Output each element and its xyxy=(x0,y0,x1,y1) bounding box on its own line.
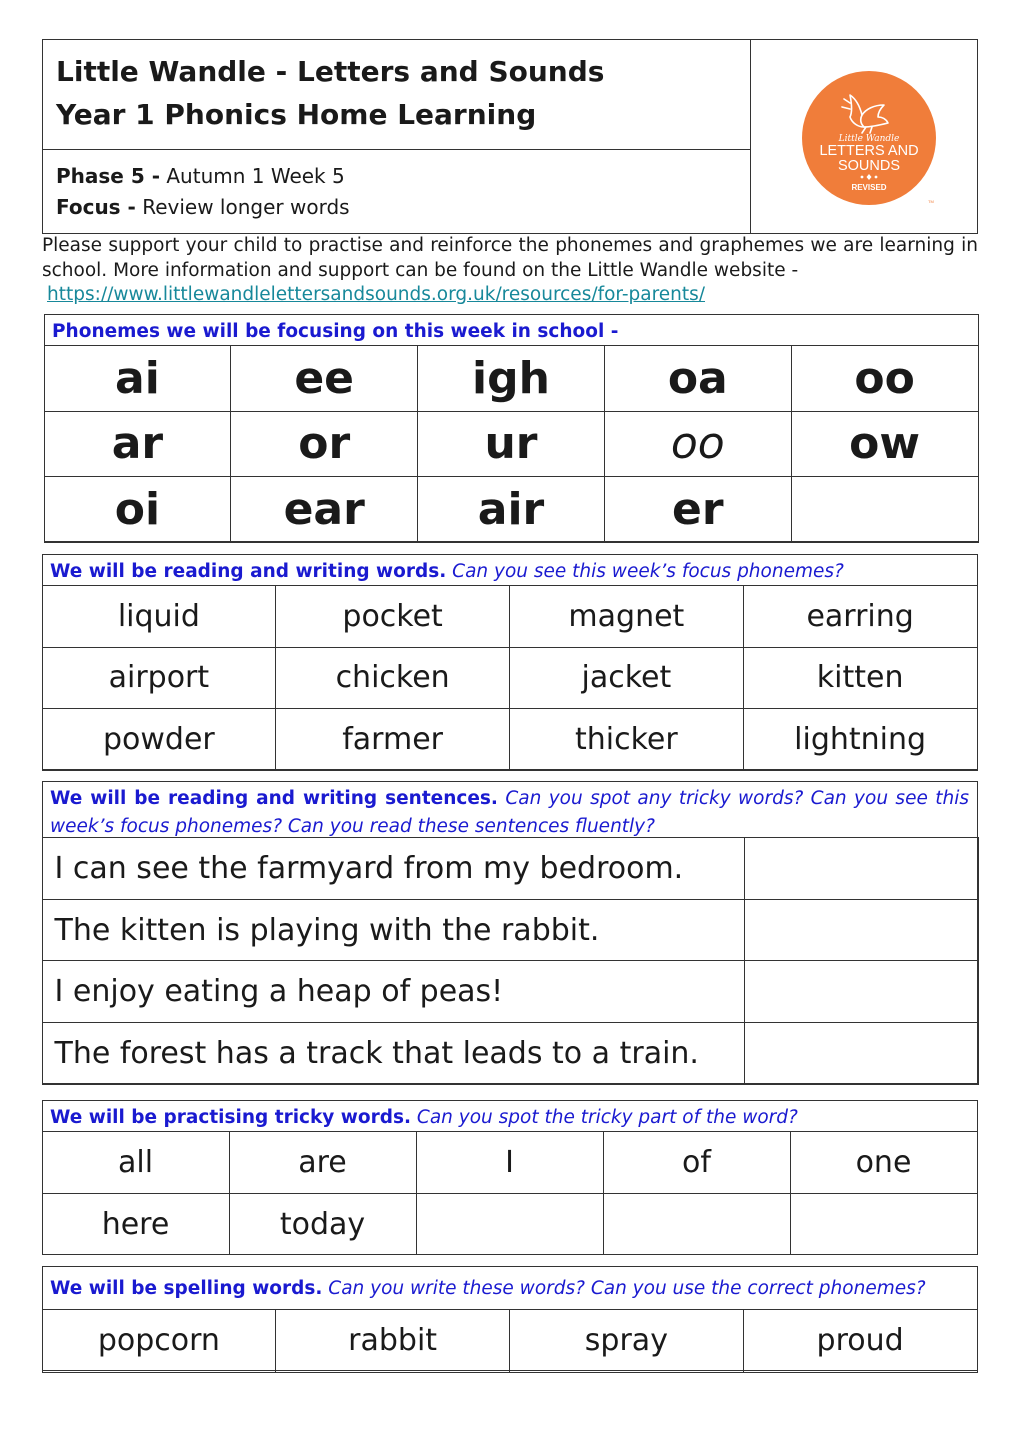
table-row xyxy=(44,411,978,477)
tricky-word-cell: of xyxy=(603,1132,790,1194)
intro-text: Please support your child to practise and reinforce the phonemes and graphemes we are learning in school. More information and support can be found on the Little Wandle website - xyxy=(42,235,978,281)
word-cell: thicker xyxy=(510,709,744,771)
phoneme-cell: ear xyxy=(231,477,418,543)
header-box xyxy=(42,39,978,234)
spelling-table xyxy=(42,1309,978,1373)
phonemes-heading xyxy=(45,315,978,346)
phoneme-cell: ar xyxy=(44,411,231,477)
table-row xyxy=(42,647,977,709)
words-heading-italic: Can you see this week’s focus phonemes? xyxy=(452,561,844,582)
spelling-word-cell: popcorn xyxy=(42,1310,276,1373)
word-cell: liquid xyxy=(42,586,276,648)
logo-text-letters-and: LETTERS AND xyxy=(819,143,919,159)
focus-value: Review longer words xyxy=(142,195,350,219)
tricky-words-heading xyxy=(43,1101,977,1132)
phoneme-cell: oa xyxy=(604,346,791,412)
sentence-cell: I can see the farmyard from my bedroom. xyxy=(42,838,744,900)
phoneme-cell-short-oo: oo xyxy=(604,411,791,477)
logo-trademark: TM xyxy=(928,199,934,204)
word-cell: airport xyxy=(42,647,276,709)
tricky-word-cell-empty xyxy=(603,1193,790,1255)
words-heading xyxy=(43,555,977,586)
header-text-panel xyxy=(43,40,751,233)
tricky-words-section xyxy=(42,1100,978,1255)
tricky-words-table xyxy=(42,1131,978,1255)
tricky-word-cell: here xyxy=(42,1193,229,1255)
tricky-heading-bold: We will be practising tricky words. xyxy=(50,1107,412,1128)
tricky-word-cell: are xyxy=(229,1132,416,1194)
intro-paragraph xyxy=(42,234,978,308)
tricky-word-cell-empty xyxy=(416,1193,603,1255)
logo-text-revised: REVISED xyxy=(851,183,887,192)
title-area xyxy=(43,40,750,150)
words-heading-bold: We will be reading and writing words. xyxy=(50,561,447,582)
words-section xyxy=(42,554,978,770)
words-table xyxy=(42,585,978,771)
sentence-cell: The forest has a track that leads to a train. xyxy=(42,1023,744,1085)
word-cell: chicken xyxy=(276,647,510,709)
table-row xyxy=(42,838,978,900)
word-cell: powder xyxy=(42,709,276,771)
word-cell: farmer xyxy=(276,709,510,771)
sentences-heading-bold: We will be reading and writing sentences. xyxy=(50,788,498,809)
title-line-2: Year 1 Phonics Home Learning xyxy=(56,98,537,131)
parents-resources-link[interactable]: https://www.littlewandlelettersandsounds.org.uk/resources/for-parents/ xyxy=(47,284,706,305)
logo-text-little-wandle: Little Wandle xyxy=(838,134,900,144)
sentences-heading-italic: Can you spot any tricky words? Can you see this week’s focus phonemes? Can you read these sentences fluently? xyxy=(50,788,969,837)
tricky-heading-italic: Can you spot the tricky part of the word? xyxy=(416,1107,798,1128)
tricky-word-cell: one xyxy=(790,1132,977,1194)
phoneme-cell: or xyxy=(231,411,418,477)
phoneme-cell: er xyxy=(604,477,791,543)
spelling-word-cell: spray xyxy=(510,1310,744,1373)
sentence-cell: I enjoy eating a heap of peas! xyxy=(42,961,744,1023)
word-cell: kitten xyxy=(743,647,977,709)
phase-label: Phase 5 - xyxy=(56,164,161,188)
spelling-heading-bold: We will be spelling words. xyxy=(50,1278,323,1299)
title-line-1: Little Wandle - Letters and Sounds xyxy=(56,55,605,88)
logo-text-sounds: SOUNDS xyxy=(837,158,901,174)
sentence-check-cell xyxy=(744,961,978,1023)
table-row xyxy=(42,1132,977,1194)
tricky-word-cell-empty xyxy=(790,1193,977,1255)
spelling-word-cell: rabbit xyxy=(276,1310,510,1373)
sentence-check-cell xyxy=(744,899,978,961)
word-cell: pocket xyxy=(276,586,510,648)
tricky-word-cell: I xyxy=(416,1132,603,1194)
phonemes-table xyxy=(44,345,979,543)
tricky-word-cell: today xyxy=(229,1193,416,1255)
phoneme-cell: ow xyxy=(791,411,978,477)
phase-value: Autumn 1 Week 5 xyxy=(166,164,345,188)
phoneme-cell: ai xyxy=(44,346,231,412)
word-cell: jacket xyxy=(510,647,744,709)
little-wandle-logo xyxy=(800,69,938,207)
sentences-heading xyxy=(43,782,977,838)
phoneme-cell: air xyxy=(418,477,605,543)
spelling-heading-italic: Can you write these words? Can you use the correct phonemes? xyxy=(328,1278,926,1299)
sentences-section xyxy=(42,781,978,1084)
spelling-word-cell: proud xyxy=(743,1310,977,1373)
sentence-check-cell xyxy=(744,838,978,900)
table-row xyxy=(42,586,977,648)
tricky-word-cell: all xyxy=(42,1132,229,1194)
phoneme-cell: igh xyxy=(418,346,605,412)
word-cell: magnet xyxy=(510,586,744,648)
phase-line xyxy=(56,164,345,188)
sentences-table xyxy=(42,837,979,1085)
sentence-cell: The kitten is playing with the rabbit. xyxy=(42,899,744,961)
phoneme-cell: ee xyxy=(231,346,418,412)
table-row xyxy=(44,346,978,412)
table-row xyxy=(42,899,978,961)
table-row xyxy=(42,1023,978,1085)
table-row xyxy=(42,1310,977,1373)
phoneme-cell: oo xyxy=(791,346,978,412)
phoneme-cell-empty xyxy=(791,477,978,543)
phonemes-section xyxy=(44,314,979,542)
focus-label: Focus - xyxy=(56,195,136,219)
table-row xyxy=(44,477,978,543)
spelling-heading xyxy=(43,1267,977,1310)
word-cell: earring xyxy=(743,586,977,648)
spelling-section xyxy=(42,1266,978,1371)
table-row xyxy=(42,961,978,1023)
phoneme-cell: ur xyxy=(418,411,605,477)
word-cell: lightning xyxy=(743,709,977,771)
sentence-check-cell xyxy=(744,1023,978,1085)
focus-line xyxy=(56,195,350,219)
table-row xyxy=(42,1193,977,1255)
table-row xyxy=(42,709,977,771)
phonemes-heading-text: Phonemes we will be focusing on this week in school - xyxy=(52,321,619,342)
phoneme-cell: oi xyxy=(44,477,231,543)
